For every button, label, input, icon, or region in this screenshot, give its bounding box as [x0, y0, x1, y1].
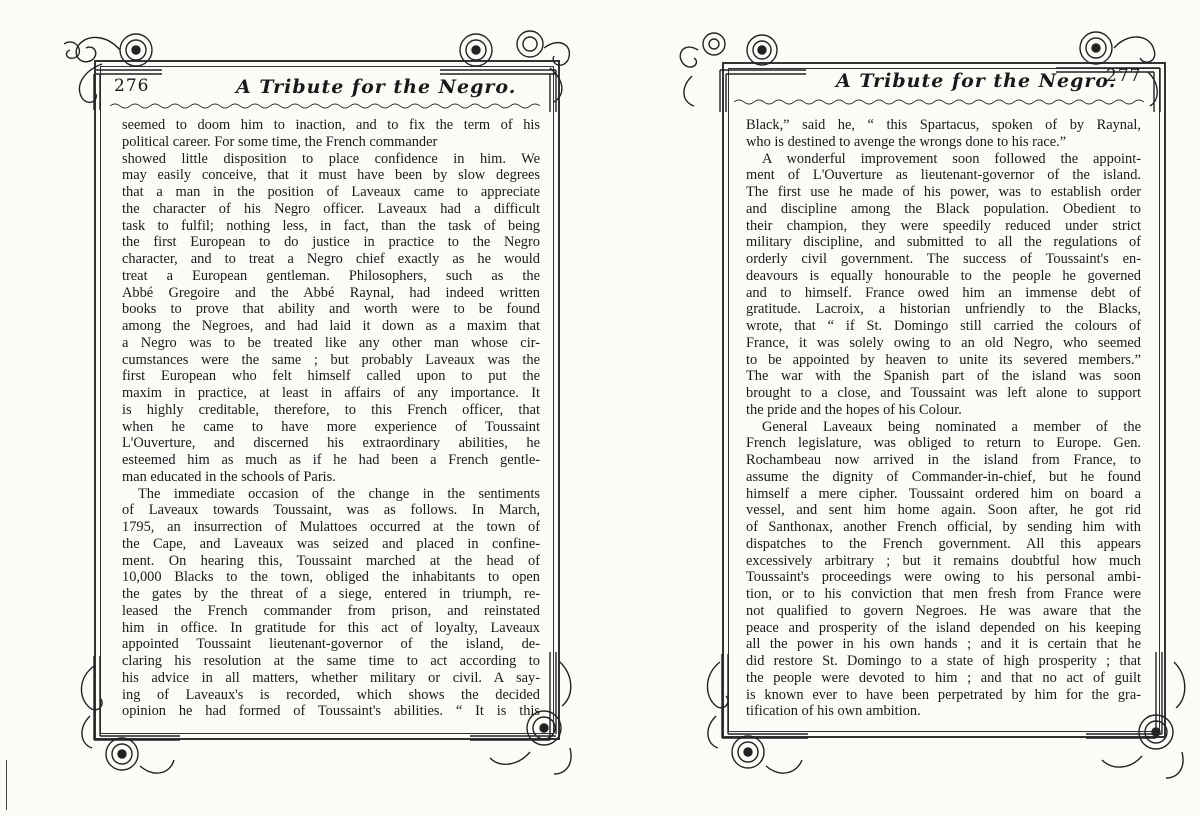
text-line: French legislature, was obliged to return to Europe. Gen. — [746, 435, 1141, 452]
text-line: political career. For some time, the French commander — [122, 133, 438, 150]
text-line: Abbé Gregoire and the Abbé Raynal, had indeed written — [122, 284, 540, 301]
text-line: who is destined to avenge the wrongs done to his race.” — [746, 133, 1067, 150]
text-line: is highly creditable, therefore, to this French officer, that — [122, 401, 540, 418]
text-line: 1795, an insurrection of Mulattoes occurred at the town of — [122, 519, 540, 535]
text-line: dispatches to the French government. All this appears — [746, 535, 1141, 552]
running-header: A Tribute for the Negro. — [836, 70, 1117, 92]
text-line: The war with the Spanish part of the island was soon — [746, 368, 1141, 385]
corner-ornament-top-right — [440, 22, 580, 112]
text-line: vessel, and sent him home again. Soon after, he got rid — [746, 502, 1141, 519]
right-page — [600, 0, 1200, 816]
text-line: to be appointed by heaven to unite its severed members.” — [746, 351, 1141, 368]
text-line: a Negro was to be treated like any other man whose cir- — [122, 334, 540, 351]
text-line: The immediate occasion of the change in the sentiments — [138, 485, 540, 502]
text-line: ing of Laveaux's is recorded, which shows the decided — [122, 686, 540, 703]
text-line: orderly civil government. The success of Toussaint's en- — [746, 251, 1141, 267]
text-line: gratitude. Lacroix, a historian unfriendly to the Blacks, — [746, 301, 1141, 318]
text-line: Rochambeau now arrived in the island from France, to — [746, 452, 1141, 468]
text-line: first European who felt himself called upon to put the — [122, 368, 540, 385]
text-line: their champion, they were speedily reduced under strict — [746, 217, 1141, 234]
text-line: assume the dignity of Commander-in-chief, but he found — [746, 468, 1141, 485]
text-line: leased the French commander from prison, and reinstated — [122, 602, 540, 619]
scan-edge-mark — [6, 760, 7, 810]
text-line: the character of his Negro officer. Laveaux had a difficult — [122, 200, 540, 217]
text-line: cumstances were the same ; but probably Laveaux was the — [122, 351, 540, 368]
text-line: and discipline among the Black population. Obedient to — [746, 200, 1141, 217]
text-line: the Cape, and Laveaux was seized and placed in confine- — [122, 535, 540, 552]
text-line: the people were devoted to him ; and that no act of guilt — [746, 669, 1141, 686]
text-line: peace and prosperity of the island depended on his keeping — [746, 619, 1141, 636]
text-line: wrote, that “ if St. Domingo still carried the colours of — [746, 318, 1141, 334]
text-line: showed little disposition to place confidence in him. We — [122, 150, 540, 167]
text-line: maxim in practice, at least in affairs of any importance. It — [122, 385, 540, 401]
page-number: 277 — [1106, 66, 1142, 86]
text-line: is known ever to have been perpetrated by him for the gra- — [746, 686, 1141, 703]
text-line: brought to a close, and Toussaint was left alone to support — [746, 385, 1141, 401]
text-line: man educated in the schools of Paris. — [122, 468, 336, 485]
running-header: A Tribute for the Negro. — [236, 76, 517, 98]
text-line: deavours is equally honourable to the people he governed — [746, 267, 1141, 284]
text-line: character, and to treat a Negro chief exactly as he would — [122, 251, 540, 267]
header-rule — [110, 102, 546, 110]
right-page-body-text — [746, 117, 1141, 720]
text-line: General Laveaux being nominated a member of the — [762, 418, 1141, 435]
text-line: may easily conceive, that it must have been by slow degrees — [122, 167, 540, 184]
text-line: The first use he made of his power, was to establish order — [746, 184, 1141, 200]
text-line: tion, or to his conviction that men fresh from France were — [746, 586, 1141, 602]
text-line: among the Negroes, and had laid it down as a maxim that — [122, 318, 540, 334]
text-line: L'Ouverture, and discerned his extraordinary abilities, he — [122, 435, 540, 452]
text-line: claring his resolution at the same time to act according to — [122, 653, 540, 669]
header-rule — [734, 98, 1152, 106]
text-line: appointed Toussaint lieutenant-governor of the island, de- — [122, 636, 540, 653]
text-line: him in office. In gratitude for this act of loyalty, Laveaux — [122, 619, 540, 636]
text-line: when he came to have more experience of Toussaint — [122, 418, 540, 435]
text-line: books to prove that ability and worth were to be found — [122, 301, 540, 318]
text-line: excessively arbitrary ; but it remains doubtful how much — [746, 552, 1141, 569]
text-line: ment of L'Ouverture as lieutenant-governor of the island. — [746, 167, 1141, 184]
text-line: esteemed him as much as if he had been a French gentle- — [122, 452, 540, 468]
text-line: the first European to do justice in practice to the Negro — [122, 234, 540, 251]
text-line: military discipline, and submitted to all the regulations of — [746, 234, 1141, 251]
text-line: ment. On hearing this, Toussaint marched at the head of — [122, 552, 540, 569]
text-line: 10,000 Blacks to the town, obliged the inhabitants to open — [122, 569, 540, 586]
corner-ornament-top-left — [56, 24, 166, 110]
text-line: himself a mere cipher. Toussaint ordered him on board a — [746, 485, 1141, 502]
left-page-body-text — [122, 117, 540, 720]
text-line: Black,” said he, “ this Spartacus, spoken of by Raynal, — [746, 117, 1141, 133]
text-line: task to fulfil; nothing less, in fact, than the task of being — [122, 217, 540, 234]
page-number: 276 — [114, 76, 150, 96]
text-line: of Laveaux towards Toussaint, was as follows. In March, — [122, 502, 540, 519]
text-line: all the power in his own hands ; and it is certain that he — [746, 636, 1141, 653]
text-line: Toussaint's proceedings were owing to his personal ambi- — [746, 569, 1141, 586]
text-line: of Santhonax, another French official, by sending him with — [746, 519, 1141, 535]
text-line: not qualified to govern Negroes. He was aware that the — [746, 602, 1141, 619]
text-line: treat a European gentleman. Philosophers, such as the — [122, 267, 540, 284]
text-line: did restore St. Domingo to a state of high prosperity ; that — [746, 653, 1141, 669]
text-line: France, it was solely owing to an old Negro, who seemed — [746, 334, 1141, 351]
text-line: seemed to doom him to inaction, and to fix the term of his — [122, 117, 540, 133]
text-line: tification of his own ambition. — [746, 703, 921, 720]
text-line: the gates by the threat of a siege, entered in triumph, re- — [122, 586, 540, 602]
text-line: the pride and the hopes of his Colour. — [746, 401, 962, 418]
text-line: A wonderful improvement soon followed the appoint- — [762, 150, 1141, 167]
text-line: his advice in all matters, whether military or civil. A say- — [122, 669, 540, 686]
text-line: and to himself. France owed him an immense debt of — [746, 284, 1141, 301]
text-line: that a man in the position of Laveaux came to appreciate — [122, 184, 540, 200]
text-line: opinion he had formed of Toussaint's abilities. “ It is this — [122, 703, 540, 720]
